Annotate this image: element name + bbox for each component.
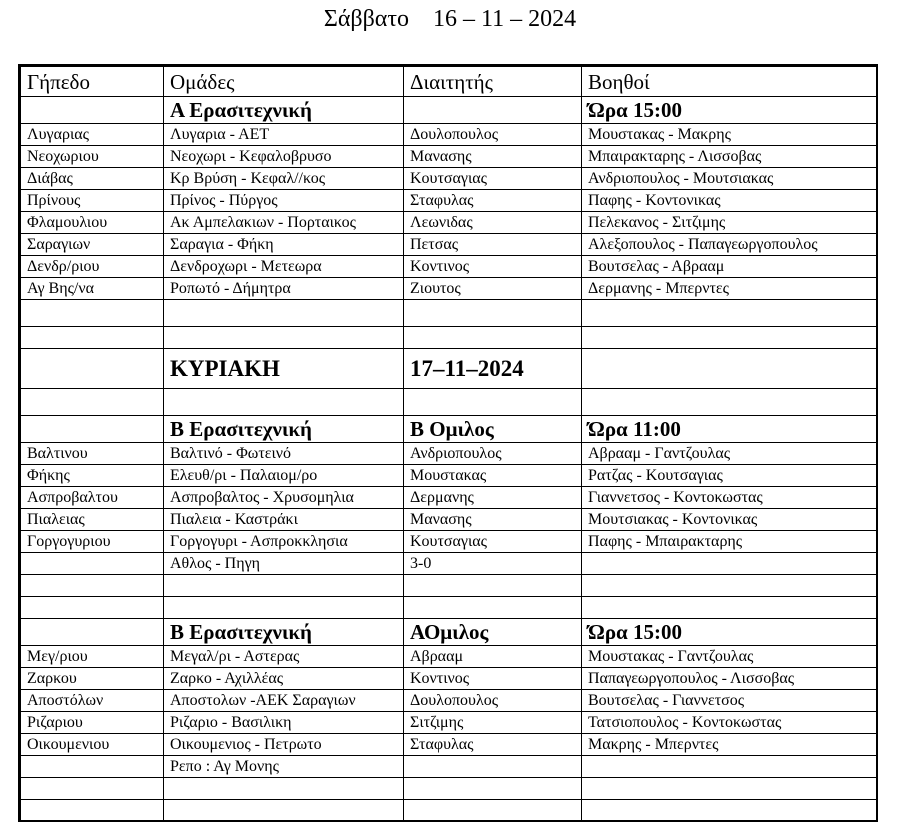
assistants-cell: Ανδριοπουλος - Μουτσιακας	[582, 168, 877, 190]
referee-cell: Πετσας	[404, 234, 582, 256]
venue-cell: Πρίνους	[21, 190, 164, 212]
match-row	[21, 531, 877, 553]
referee-cell: Ζιουτος	[404, 278, 582, 300]
section-row-a-amateur	[21, 97, 877, 124]
match-row	[21, 168, 877, 190]
assistants-cell: Παφης - Μπαιρακταρης	[582, 531, 877, 553]
teams-cell: Ρεπο : Αγ Μονης	[164, 756, 404, 778]
teams-cell: Δενδροχωρι - Μετεωρα	[164, 256, 404, 278]
venue-cell: Πιαλειας	[21, 509, 164, 531]
sunday-heading-row	[21, 349, 877, 389]
match-row	[21, 690, 877, 712]
teams-cell	[164, 575, 404, 597]
teams-cell	[164, 327, 404, 349]
venue-cell: Μεγ/ριου	[21, 646, 164, 668]
assistants-cell	[582, 575, 877, 597]
teams-cell: Ασπροβαλτος - Χρυσομηλια	[164, 487, 404, 509]
assistants-cell: Παπαγεωργοπουλος - Λισσοβας	[582, 668, 877, 690]
teams-cell: Ελευθ/ρι - Παλαιομ/ρο	[164, 465, 404, 487]
referee-cell: Δουλοπουλος	[404, 690, 582, 712]
assistants-cell: Ώρα 15:00	[582, 619, 877, 646]
teams-cell: Β Ερασιτεχνική	[164, 619, 404, 646]
referee-cell	[404, 300, 582, 327]
venue-cell: Αποστόλων	[21, 690, 164, 712]
match-row	[21, 256, 877, 278]
venue-cell: Ριζαριου	[21, 712, 164, 734]
referee-cell: Μανασης	[404, 146, 582, 168]
teams-cell: Γοργογυρι - Ασπροκκλησια	[164, 531, 404, 553]
referee-cell: 3-0	[404, 553, 582, 575]
teams-cell: Νεοχωρι - Κεφαλοβρυσο	[164, 146, 404, 168]
venue-cell: Δενδρ/ριου	[21, 256, 164, 278]
teams-cell	[164, 597, 404, 619]
teams-cell	[164, 300, 404, 327]
match-row	[21, 234, 877, 256]
assistants-cell: Μακρης - Μπερντες	[582, 734, 877, 756]
venue-cell	[21, 300, 164, 327]
match-row	[21, 443, 877, 465]
assistants-cell: Βουτσελας - Αβρααμ	[582, 256, 877, 278]
venue-cell: Φλαμουλιου	[21, 212, 164, 234]
match-row	[21, 278, 877, 300]
venue-cell: Οικουμενιου	[21, 734, 164, 756]
empty-row	[21, 778, 877, 800]
teams-cell: Λυγαρια - ΑΕΤ	[164, 124, 404, 146]
teams-cell: Κρ Βρύση - Κεφαλ//κος	[164, 168, 404, 190]
section-row-a-group	[21, 619, 877, 646]
match-row	[21, 553, 877, 575]
schedule-table	[20, 66, 877, 822]
section-row-b-group	[21, 416, 877, 443]
assistants-cell: Μουστακας - Μακρης	[582, 124, 877, 146]
venue-cell: Λυγαριας	[21, 124, 164, 146]
referee-cell: Κοντινος	[404, 668, 582, 690]
referee-cell: Σταφυλας	[404, 190, 582, 212]
assistants-cell: Βοηθοί	[582, 67, 877, 97]
referee-cell: Λεωνιδας	[404, 212, 582, 234]
venue-cell: Ζαρκου	[21, 668, 164, 690]
referee-cell	[404, 597, 582, 619]
referee-cell: Σιτζιμης	[404, 712, 582, 734]
empty-row	[21, 327, 877, 349]
venue-cell	[21, 778, 164, 800]
assistants-cell	[582, 389, 877, 416]
teams-cell	[164, 778, 404, 800]
match-row	[21, 509, 877, 531]
assistants-cell: Πελεκανος - Σιτζιμης	[582, 212, 877, 234]
teams-cell: Β Ερασιτεχνική	[164, 416, 404, 443]
teams-cell: ΚΥΡΙΑΚΗ	[164, 349, 404, 389]
empty-row	[21, 300, 877, 327]
assistants-cell	[582, 349, 877, 389]
venue-cell	[21, 800, 164, 822]
schedule-frame	[18, 64, 878, 822]
referee-cell: Μανασης	[404, 509, 582, 531]
page-title: Σάββατο 16 – 11 – 2024	[323, 6, 577, 32]
teams-cell: Σαραγια - Φήκη	[164, 234, 404, 256]
venue-cell: Σαραγιων	[21, 234, 164, 256]
venue-cell: Διάβας	[21, 168, 164, 190]
assistants-cell	[582, 327, 877, 349]
match-row	[21, 190, 877, 212]
match-row	[21, 212, 877, 234]
teams-cell: Πρίνος - Πύργος	[164, 190, 404, 212]
referee-cell: Σταφυλας	[404, 734, 582, 756]
referee-cell	[404, 756, 582, 778]
referee-cell	[404, 327, 582, 349]
teams-cell	[164, 800, 404, 822]
teams-cell: Ακ Αμπελακιων - Πορταικος	[164, 212, 404, 234]
assistants-cell	[582, 597, 877, 619]
teams-cell: Πιαλεια - Καστράκι	[164, 509, 404, 531]
assistants-cell	[582, 553, 877, 575]
referee-cell	[404, 97, 582, 124]
referee-cell: Δουλοπουλος	[404, 124, 582, 146]
venue-cell: Αγ Βης/να	[21, 278, 164, 300]
assistants-cell: Μπαιρακταρης - Λισσοβας	[582, 146, 877, 168]
venue-cell: Γήπεδο	[21, 67, 164, 97]
match-row	[21, 646, 877, 668]
assistants-cell	[582, 756, 877, 778]
venue-cell	[21, 619, 164, 646]
referee-cell	[404, 575, 582, 597]
assistants-cell	[582, 800, 877, 822]
assistants-cell	[582, 778, 877, 800]
match-row	[21, 146, 877, 168]
teams-cell	[164, 389, 404, 416]
match-row	[21, 756, 877, 778]
empty-row	[21, 389, 877, 416]
teams-cell: Αποστολων -ΑΕΚ Σαραγιων	[164, 690, 404, 712]
referee-cell	[404, 389, 582, 416]
header-row	[21, 67, 877, 97]
match-row	[21, 124, 877, 146]
referee-cell: 17–11–2024	[404, 349, 582, 389]
venue-cell	[21, 597, 164, 619]
empty-row	[21, 800, 877, 822]
venue-cell	[21, 553, 164, 575]
venue-cell	[21, 349, 164, 389]
referee-cell: Αβρααμ	[404, 646, 582, 668]
assistants-cell: Βουτσελας - Γιαννετσος	[582, 690, 877, 712]
referee-cell: Κουτσαγιας	[404, 168, 582, 190]
assistants-cell: Παφης - Κοντονικας	[582, 190, 877, 212]
teams-cell: Ζαρκο - Αχιλλέας	[164, 668, 404, 690]
match-row	[21, 487, 877, 509]
referee-cell	[404, 778, 582, 800]
referee-cell: Κουτσαγιας	[404, 531, 582, 553]
referee-cell: Δερμανης	[404, 487, 582, 509]
venue-cell	[21, 327, 164, 349]
referee-cell: Μουστακας	[404, 465, 582, 487]
empty-row	[21, 597, 877, 619]
venue-cell	[21, 575, 164, 597]
referee-cell: Β Ομιλος	[404, 416, 582, 443]
venue-cell: Φήκης	[21, 465, 164, 487]
empty-row	[21, 575, 877, 597]
match-row	[21, 465, 877, 487]
teams-cell: Βαλτινό - Φωτεινό	[164, 443, 404, 465]
referee-cell: Ανδριοπουλος	[404, 443, 582, 465]
teams-cell: Οικουμενιος - Πετρωτο	[164, 734, 404, 756]
venue-cell	[21, 97, 164, 124]
teams-cell: Ροπωτό - Δήμητρα	[164, 278, 404, 300]
venue-cell: Γοργογυριου	[21, 531, 164, 553]
teams-cell: Ριζαριο - Βασιλικη	[164, 712, 404, 734]
venue-cell: Ασπροβαλτου	[21, 487, 164, 509]
teams-cell: Α Ερασιτεχνική	[164, 97, 404, 124]
referee-cell: Κοντινος	[404, 256, 582, 278]
teams-cell: Αθλος - Πηγη	[164, 553, 404, 575]
teams-cell: Ομάδες	[164, 67, 404, 97]
assistants-cell: Ώρα 15:00	[582, 97, 877, 124]
assistants-cell: Αλεξοπουλος - Παπαγεωργοπουλος	[582, 234, 877, 256]
venue-cell	[21, 389, 164, 416]
assistants-cell: Ρατζας - Κουτσαγιας	[582, 465, 877, 487]
referee-cell	[404, 800, 582, 822]
teams-cell: Μεγαλ/ρι - Αστερας	[164, 646, 404, 668]
assistants-cell: Αβρααμ - Γαντζουλας	[582, 443, 877, 465]
venue-cell	[21, 416, 164, 443]
assistants-cell: Γιαννετσος - Κοντοκωστας	[582, 487, 877, 509]
venue-cell: Βαλτινου	[21, 443, 164, 465]
assistants-cell: Μουτσιακας - Κοντονικας	[582, 509, 877, 531]
referee-cell: Διαιτητής	[404, 67, 582, 97]
match-row	[21, 668, 877, 690]
referee-cell: ΑΟμιλος	[404, 619, 582, 646]
assistants-cell: Δερμανης - Μπερντες	[582, 278, 877, 300]
assistants-cell: Τατσιοπουλος - Κοντοκωστας	[582, 712, 877, 734]
assistants-cell	[582, 300, 877, 327]
assistants-cell: Μουστακας - Γαντζουλας	[582, 646, 877, 668]
venue-cell	[21, 756, 164, 778]
match-row	[21, 734, 877, 756]
assistants-cell: Ώρα 11:00	[582, 416, 877, 443]
match-row	[21, 712, 877, 734]
venue-cell: Νεοχωριου	[21, 146, 164, 168]
